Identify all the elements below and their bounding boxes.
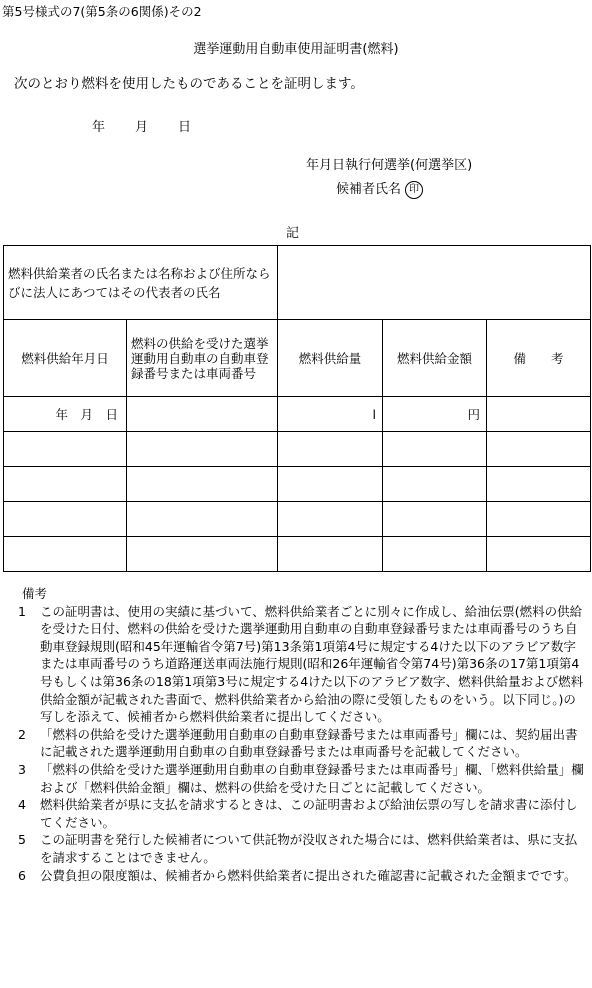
table-row xyxy=(4,432,591,467)
header-vehicle: 燃料の供給を受けた選挙運動用自動車の自動車登録番号または車両番号 xyxy=(127,320,278,397)
note-item xyxy=(14,761,586,796)
note-item xyxy=(14,603,586,726)
supplier-label: 燃料供給業者の氏名または名称および住所ならびに法人にあつてはその代表者の氏名 xyxy=(8,265,271,300)
candidate-mei: 名 xyxy=(388,182,402,197)
note-item xyxy=(14,726,586,761)
cell-amount[interactable] xyxy=(383,467,487,502)
cell-qty[interactable] xyxy=(278,502,383,537)
cell-amount[interactable] xyxy=(383,537,487,572)
supplier-label-cell xyxy=(4,246,278,320)
cell-remarks[interactable] xyxy=(487,537,591,572)
candidate-label: 候補者 xyxy=(336,182,376,197)
cell-vehicle[interactable] xyxy=(127,467,278,502)
cell-date[interactable] xyxy=(4,432,127,467)
date-day: 日 xyxy=(178,120,192,135)
table-row xyxy=(4,537,591,572)
election-line xyxy=(306,154,472,173)
note-number: 3 xyxy=(18,761,26,777)
election-year: 年 xyxy=(306,158,320,173)
candidate-line xyxy=(336,178,423,199)
cell-vehicle[interactable] xyxy=(127,397,278,432)
cell-vehicle[interactable] xyxy=(127,537,278,572)
header-qty: 燃料供給量 xyxy=(278,320,383,397)
cell-remarks[interactable] xyxy=(487,467,591,502)
cell-qty[interactable]: l xyxy=(278,397,383,432)
note-item xyxy=(14,831,586,866)
note-item xyxy=(14,796,586,831)
document-title: 選挙運動用自動車使用証明書(燃料) xyxy=(193,42,399,57)
certification-date xyxy=(92,116,191,135)
fuel-table xyxy=(3,245,591,572)
cell-date[interactable] xyxy=(4,537,127,572)
note-text: 燃料供給業者が県に支払を請求するときは、この証明書および給油伝票の写しを請求書に添付してください。 xyxy=(40,797,578,830)
cell-amount[interactable] xyxy=(383,432,487,467)
election-month: 月 xyxy=(319,158,333,173)
election-text: 日執行何選挙(何選挙区) xyxy=(332,158,473,173)
note-text: 「燃料の供給を受けた選挙運動用自動車の自動車登録番号または車両番号」欄には、契約届出書に記載された選挙運動用自動車の自動車登録番号または車両番号を記載してください。 xyxy=(40,726,578,760)
note-text: この証明書を発行した候補者について供託物が没収された場合には、燃料供給業者は、県に支払を請求することはできません。 xyxy=(40,832,578,865)
cell-amount[interactable] xyxy=(383,502,487,537)
cell-amount[interactable]: 円 xyxy=(383,397,487,432)
cell-vehicle[interactable] xyxy=(127,432,278,467)
ki-heading: 記 xyxy=(286,226,300,241)
header-remarks: 備 考 xyxy=(487,320,591,397)
table-row xyxy=(4,502,591,537)
table-row xyxy=(4,397,591,432)
supplier-value-cell[interactable] xyxy=(278,246,591,320)
header-date: 燃料供給年月日 xyxy=(4,320,127,397)
date-year: 年 xyxy=(92,120,106,135)
cell-qty[interactable] xyxy=(278,537,383,572)
note-number: 1 xyxy=(18,603,26,619)
cell-qty[interactable] xyxy=(278,467,383,502)
table-row xyxy=(4,467,591,502)
notes-section xyxy=(14,585,586,884)
note-text: 公費負担の限度額は、候補者から燃料供給業者に提出された確認書に記載された金額までです。 xyxy=(40,867,577,883)
note-number: 5 xyxy=(18,832,26,848)
cell-date[interactable] xyxy=(4,467,127,502)
notes-heading: 備考 xyxy=(22,586,48,601)
note-text: この証明書は、使用の実績に基づいて、燃料供給業者ごとに別々に作成し、給油伝票(燃料の供給を受けた日付、燃料の供給を受けた選挙運動用自動車の自動車登録番号または車両番号のうち自動車登録規則(昭和45年運輸省令第7号)第13条第1項第4号に規定する4けた以下のアラビア数字または車両番号のうち道路運送車両法施行規則(昭和26年運輸省令第74号)第36条の17第1項第4号もしくは第36条の18第1項第3号に規定する4けた以下のアラビア数字、燃料供給量および燃料供給金額が記載された書面で、燃料供給業者から給油の際に受領したものをいう。以下同じ。)の写しを添えて、候補者から燃料供給業者に提出してください。 xyxy=(40,603,584,725)
note-number: 4 xyxy=(18,797,26,813)
cell-remarks[interactable] xyxy=(487,432,591,467)
note-number: 2 xyxy=(18,726,26,742)
note-item xyxy=(14,867,586,885)
cell-date[interactable]: 年 月 日 xyxy=(4,397,127,432)
cell-remarks[interactable] xyxy=(487,502,591,537)
cell-date[interactable] xyxy=(4,502,127,537)
intro-text: 次のとおり燃料を使用したものであることを証明します。 xyxy=(14,76,364,92)
cell-remarks[interactable] xyxy=(487,397,591,432)
form-number: 第5号様式の7(第5条の6関係)その2 xyxy=(2,4,202,19)
note-number: 6 xyxy=(18,867,26,883)
seal-mark: 印 xyxy=(405,181,423,199)
header-amount: 燃料供給金額 xyxy=(383,320,487,397)
date-month: 月 xyxy=(135,120,149,135)
cell-vehicle[interactable] xyxy=(127,502,278,537)
candidate-shi: 氏 xyxy=(375,182,389,197)
note-text: 「燃料の供給を受けた選挙運動用自動車の自動車登録番号または車両番号」欄、「燃料供給量」欄および「燃料供給金額」欄は、燃料の供給を受けた日ごとに記載してください。 xyxy=(40,761,584,795)
cell-qty[interactable] xyxy=(278,432,383,467)
